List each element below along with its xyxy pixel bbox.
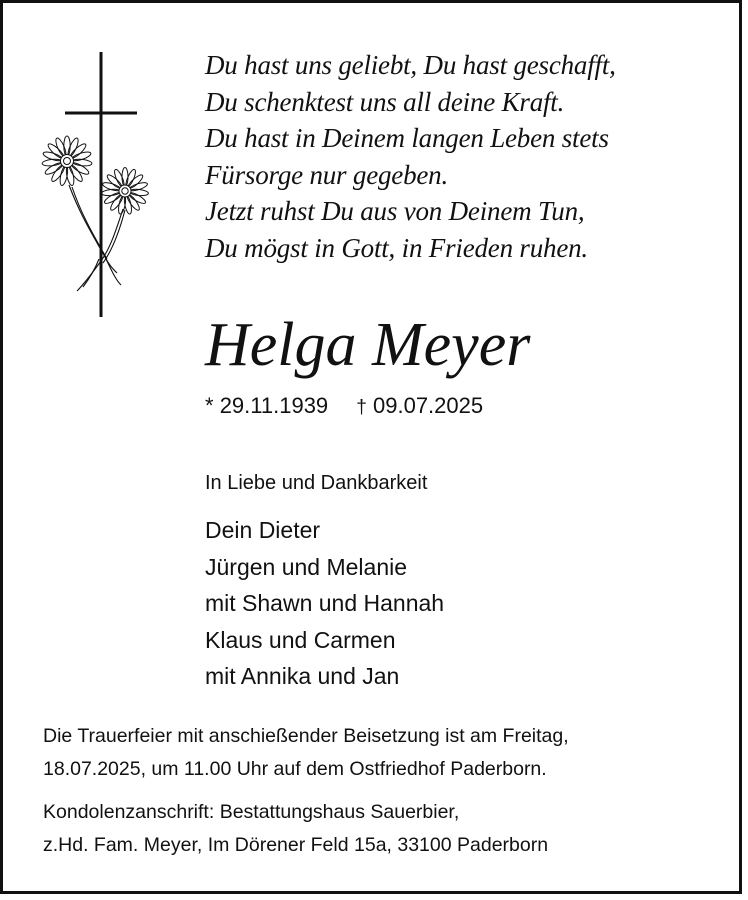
death-date: 09.07.2025 <box>373 393 484 418</box>
condolence-line: Kondolenzanschrift: Bestattungshaus Sauerbier, <box>43 801 460 823</box>
funeral-line: 18.07.2025, um 11.00 Uhr auf dem Ostfriedhof Paderborn. <box>43 758 547 780</box>
cross-with-flowers-icon <box>39 47 149 319</box>
flower-icon <box>101 168 148 215</box>
birth-date: 29.11.1939 <box>219 393 329 418</box>
mourner-line: Klaus und Carmen <box>205 626 396 653</box>
poem-line: Jetzt ruhst Du aus von Deinem Tun, <box>205 196 585 227</box>
mourners-intro: In Liebe und Dankbarkeit <box>205 472 428 494</box>
poem-line: Du hast in Deinem langen Leben stets <box>205 123 609 154</box>
condolence-line: z.Hd. Fam. Meyer, Im Dörener Feld 15a, 33100 Paderborn <box>43 834 549 856</box>
flower-stems-icon <box>69 185 125 291</box>
poem-line: Du mögst in Gott, in Frieden ruhen. <box>205 232 588 263</box>
mourner-line: Jürgen und Melanie <box>205 553 408 580</box>
poem <box>205 47 705 267</box>
funeral-line: Die Trauerfeier mit anschießender Beisetzung ist am Freitag, <box>43 725 569 747</box>
mourner-line: Dein Dieter <box>205 517 321 543</box>
flower-icon <box>42 136 92 186</box>
funeral-info <box>43 720 569 786</box>
poem-line: Fürsorge nur gegeben. <box>205 159 449 190</box>
mourners-list <box>205 512 444 695</box>
poem-line: Du schenktest uns all deine Kraft. <box>205 86 565 117</box>
poem-line: Du hast uns geliebt, Du hast geschafft, <box>205 50 616 80</box>
death-symbol: † <box>356 397 367 418</box>
condolence-address <box>43 796 548 862</box>
mourner-line: mit Annika und Jan <box>205 663 400 689</box>
life-dates <box>205 391 483 423</box>
birth-symbol: * <box>205 393 214 418</box>
deceased-name: Helga Meyer <box>205 311 531 379</box>
mourner-line: mit Shawn und Hannah <box>205 590 445 616</box>
